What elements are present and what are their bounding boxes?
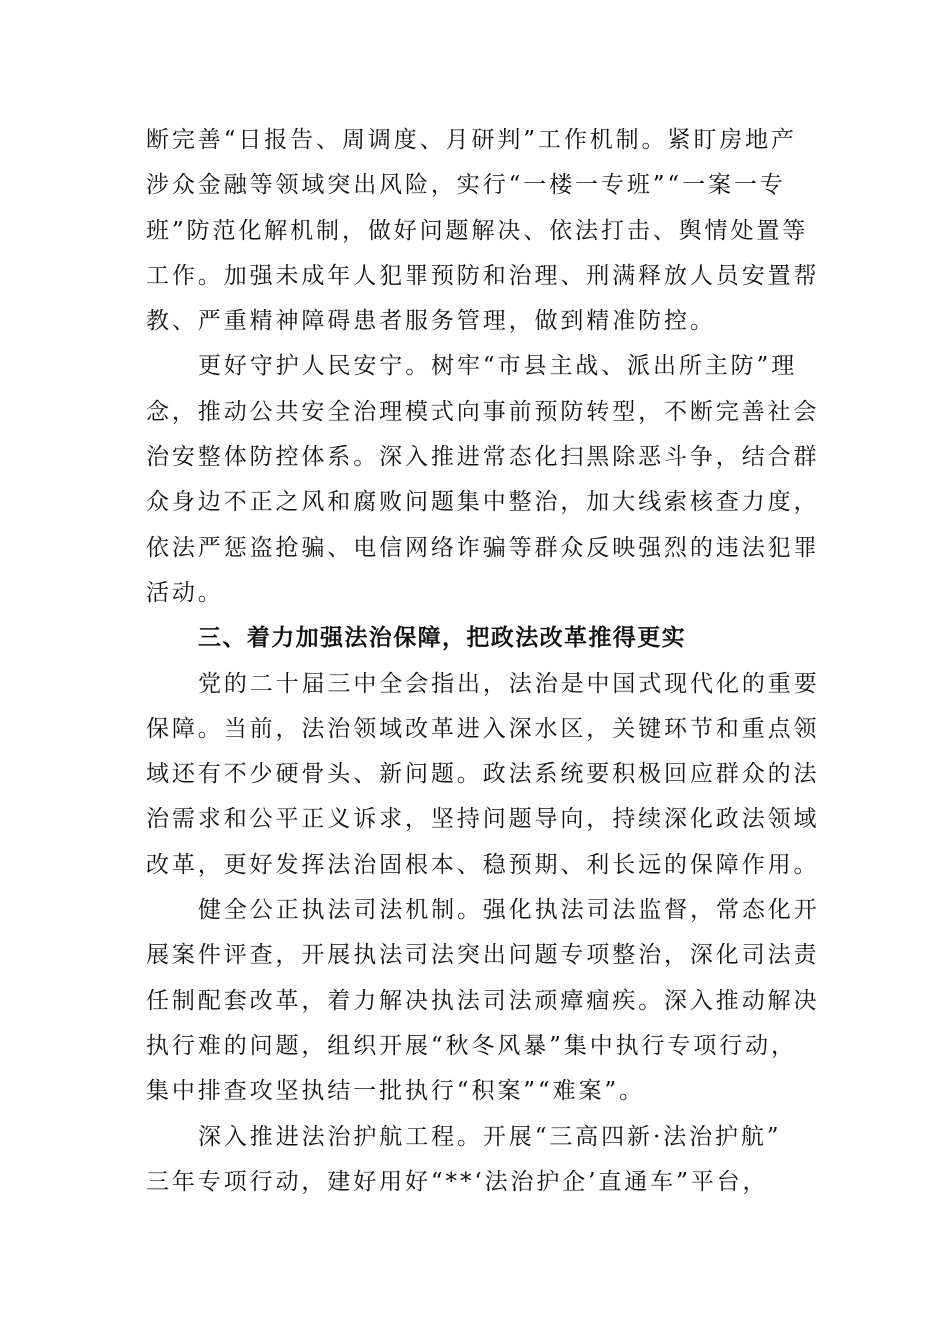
- text-line: 活动。: [146, 579, 224, 606]
- text-line: 集中排查攻坚执结一批执行“积案”“难案”。: [146, 1078, 645, 1105]
- text-line: 治安整体防控体系。深入推进常态化扫黑除恶斗争，结合群: [146, 444, 820, 471]
- text-line: 众身边不正之风和腐败问题集中整治，加大线索核查力度，: [146, 489, 820, 516]
- section-heading: 三、着力加强法治保障，把政法改革推得更实: [198, 625, 686, 652]
- text-line: 改革，更好发挥法治固根本、稳预期、利长远的保障作用。: [146, 851, 820, 878]
- document-body: [146, 118, 820, 1205]
- text-line: 任制配套改革，着力解决执法司法顽瘴痼疾。深入推动解决: [146, 987, 820, 1014]
- paragraph-start-line: 党的二十届三中全会指出，法治是中国式现代化的重要: [198, 670, 820, 697]
- text-line: 展案件评查，开展执法司法突出问题专项整治，深化司法责: [146, 942, 820, 969]
- text-line: 依法严惩盗抢骗、电信网络诈骗等群众反映强烈的违法犯罪: [146, 534, 820, 561]
- text-line: 涉众金融等领域突出风险，实行“一楼一专班”“一案一专: [146, 172, 786, 199]
- paragraph-start-line: 健全公正执法司法机制。强化执法司法监督，常态化开: [198, 897, 820, 924]
- text-line: 工作。加强未成年人犯罪预防和治理、刑满释放人员安置帮: [146, 262, 820, 289]
- paragraph-start-line: 深入推进法治护航工程。开展“三高四新·法治护航”: [198, 1123, 782, 1150]
- text-line: 断完善“日报告、周调度、月研判”工作机制。紧盯房地产: [146, 127, 797, 153]
- text-line: 班”防范化解机制，做好问题解决、依法打击、舆情处置等: [146, 217, 809, 244]
- text-line: 三年专项行动，建好用好“**‘法治护企’直通车”平台，: [146, 1168, 769, 1195]
- text-line: 教、严重精神障碍患者服务管理，做到精准防控。: [146, 308, 716, 335]
- text-line: 念，推动公共安全治理模式向事前预防转型，不断完善社会: [146, 398, 820, 425]
- paragraph-start-line: 更好守护人民安宁。树牢“市县主战、派出所主防”理: [198, 353, 798, 380]
- text-line: 治需求和公平正义诉求，坚持问题导向，持续深化政法领域: [146, 806, 820, 833]
- text-line: 保障。当前，法治领域改革进入深水区，关键环节和重点领: [146, 715, 820, 742]
- text-line: 域还有不少硬骨头、新问题。政法系统要积极回应群众的法: [146, 761, 820, 788]
- text-line: 执行难的问题，组织开展“秋冬风暴”集中执行专项行动，: [146, 1032, 797, 1059]
